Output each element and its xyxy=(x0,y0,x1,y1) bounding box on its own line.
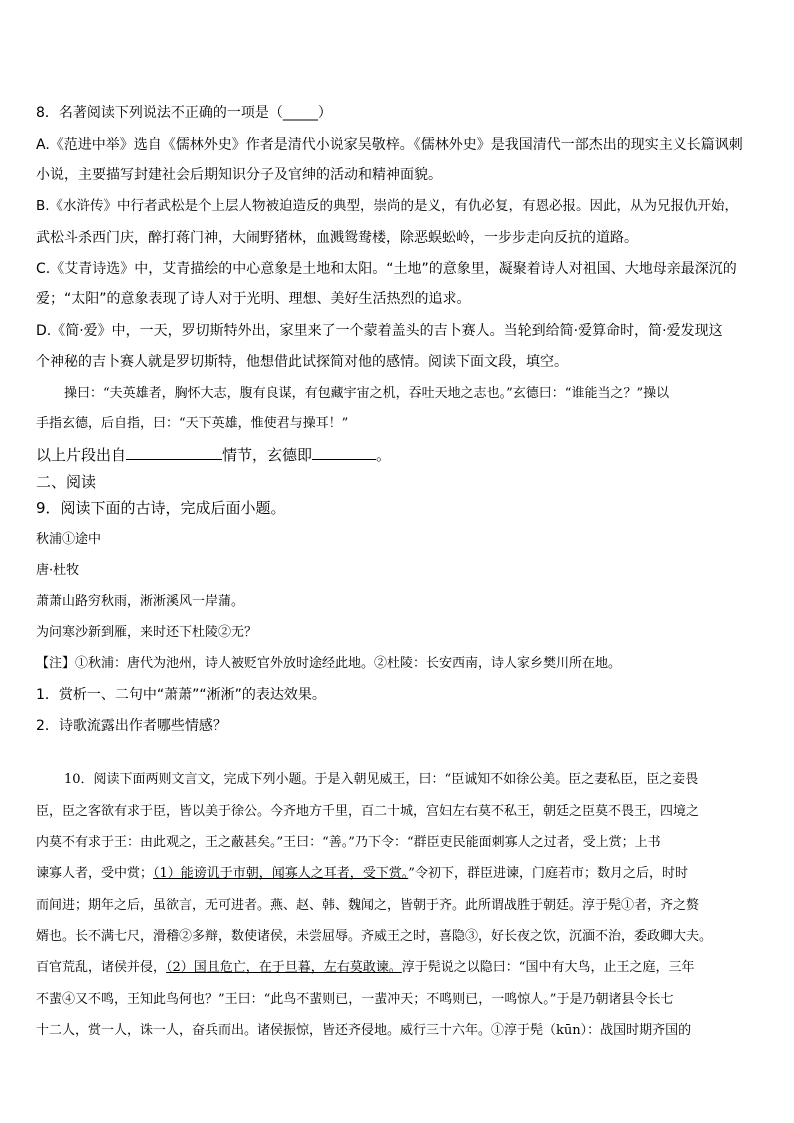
q10-line3: 内莫不有求于王：由此观之，王之蔽甚矣。”王曰：“善。”乃下令：“群臣吏民能面刺寡人之过者，受上赏；上书 xyxy=(36,835,661,850)
q10-line4-suffix: ”令初下，群臣进谏，门庭若市；数月之后，时时 xyxy=(408,866,688,881)
q10-line7-suffix: 淳于髡说之以隐曰：“国中有大鸟，止王之庭，三年 xyxy=(401,960,695,975)
q8-option-b-line2: 武松斗杀西门庆，醉打蒋门神，大闹野猪林，血溅鸳鸯楼，除恶蜈蚣岭，一步步走向反抗的道路。 xyxy=(36,230,638,246)
q8-option-c-line2: 爱；“太阳”的意象表现了诗人对于光明、理想、美好生活热烈的追求。 xyxy=(36,291,471,307)
q8-passage-line2: 手指玄德，后自指，曰：“天下英雄，惟使君与操耳！” xyxy=(36,416,349,431)
q8-option-b-line1: B.《水浒传》中行者武松是个上层人物被迫造反的典型，崇尚的是义，有仇必复，有恩必报。因此，从为兄报仇开始， xyxy=(36,198,739,214)
poem-title: 秋浦①途中 xyxy=(36,532,102,547)
q10-line1: 10．阅读下面两则文言文，完成下列小题。于是入朝见威王，曰：“臣诚知不如徐公美。臣之妻私臣，臣之妾畏 xyxy=(64,772,699,787)
q10-line5: 而间进；期年之后，虽欲言，无可进者。燕、赵、韩、魏闻之，皆朝于齐。此所谓战胜于朝廷。淳于髡①者，齐之赘 xyxy=(36,898,700,913)
q9-subquestion-2: 2．诗歌流露出作者哪些情感？ xyxy=(36,718,227,734)
q9-stem: 9．阅读下面的古诗，完成后面小题。 xyxy=(36,499,286,517)
poem-line2: 为问寒沙新到雁，来时还下杜陵②无？ xyxy=(36,625,258,640)
xuande-answer-blank[interactable] xyxy=(312,445,376,460)
section-heading-reading: 二、阅读 xyxy=(36,473,97,491)
q8-stem: 8．名著阅读下列说法不正确的一项是（_____） xyxy=(36,105,332,121)
q8-fill-in xyxy=(36,445,758,465)
q8-fill-middle: 情节，玄德即 xyxy=(222,446,313,464)
q10-line2: 臣，臣之客欲有求于臣，皆以美于徐公。今齐地方千里，百二十城，宫妇左右莫不私王，朝廷之臣莫不畏王，四境之 xyxy=(36,804,700,819)
underlined-sentence-2: （2）国且危亡，在于旦暮，左右莫敢谏。 xyxy=(166,960,402,975)
plot-answer-blank[interactable] xyxy=(126,445,222,460)
q10-line4-prefix: 谏寡人者，受中赏； xyxy=(36,866,154,881)
q10-line4 xyxy=(36,864,758,884)
q9-subquestion-1: 1．赏析一、二句中“萧萧”“淅淅”的表达效果。 xyxy=(36,687,326,703)
q10-line7 xyxy=(36,958,758,978)
q8-option-a-line1: A.《范进中举》选自《儒林外史》作者是清代小说家吴敬梓。《儒林外史》是我国清代一部杰出的现实主义长篇讽刺 xyxy=(36,137,743,153)
q8-passage-line1: 操曰：“夫英雄者，胸怀大志，腹有良谋，有包藏宇宙之机，吞吐天地之志也。”玄德曰：“谁能当之？”操以 xyxy=(64,386,670,401)
q8-option-d-line2: 个神秘的吉卜赛人就是罗切斯特，他想借此试探简对他的感情。阅读下面文段，填空。 xyxy=(36,354,568,370)
poem-author: 唐·杜牧 xyxy=(36,563,80,578)
q8-option-a-line2: 小说，主要描写封建社会后期知识分子及官绅的活动和精神面貌。 xyxy=(36,167,442,183)
q8-option-d-line1: D.《简·爱》中，一天，罗切斯特外出，家里来了一个蒙着盖头的吉卜赛人。当轮到给简·爱算命时，简·爱发现这 xyxy=(36,323,723,339)
q10-line7-prefix: 百官荒乱，诸侯并侵， xyxy=(36,960,167,975)
q10-line9: 十二人，赏一人，诛一人，奋兵而出。诸侯振惊，皆还齐侵地。威行三十六年。①淳于髡（kūn）：战国时期齐国的 xyxy=(36,1023,692,1038)
poem-note: 【注】①秋浦：唐代为池州，诗人被贬官外放时途经此地。②杜陵：长安西南，诗人家乡樊川所在地。 xyxy=(36,656,622,671)
q8-fill-prefix: 以上片段出自 xyxy=(36,446,127,464)
q10-line6: 婿也。长不满七尺，滑稽②多辩，数使诸侯，未尝屈辱。齐威王之时，喜隐③，好长夜之饮，沉湎不治，委政卿大夫。 xyxy=(36,929,713,944)
poem-line1: 萧萧山路穷秋雨，淅淅溪风一岸蒲。 xyxy=(36,594,245,609)
underlined-sentence-1: （1）能谤讥于市朝，闻寡人之耳者，受下赏。 xyxy=(153,866,409,881)
q10-line8: 不蜚④又不鸣，王知此鸟何也？”王曰：“此鸟不蜚则已，一蜚冲天；不鸣则已，一鸣惊人。”于是乃朝诸县令长七 xyxy=(36,992,674,1007)
q8-fill-end: 。 xyxy=(376,446,392,464)
q8-option-c-line1: C.《艾青诗选》中，艾青描绘的中心意象是土地和太阳。“土地”的意象里，凝聚着诗人对祖国、大地母亲最深沉的 xyxy=(36,261,737,277)
